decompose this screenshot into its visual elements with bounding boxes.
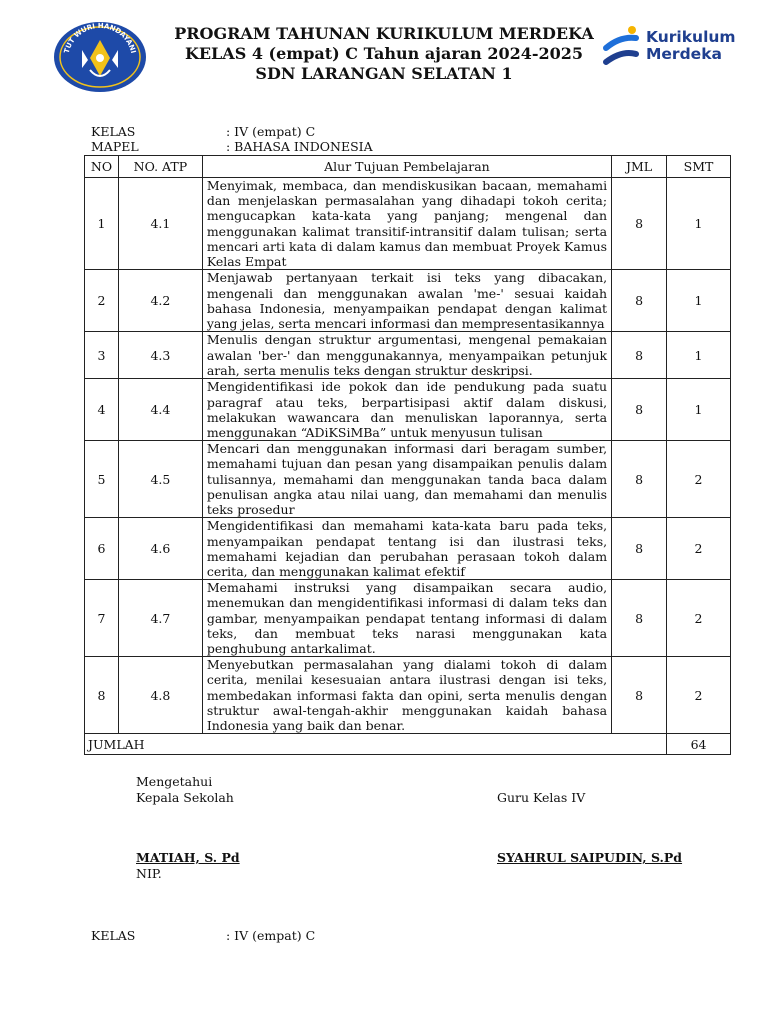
row-desc: Menjawab pertanyaan terkait isi teks yang dibacakan, mengenali dan menggunakan awalan 'me-' sesuai kaidah bahasa Indonesia, menyampaikan pendapat dengan kalimat yang jelas, serta mencari informasi dan mempresentasikannya	[202, 270, 611, 332]
row-smt: 1	[667, 270, 731, 332]
row-smt: 2	[667, 657, 731, 734]
table-row	[85, 178, 731, 270]
row-desc: Memahami instruksi yang disampaikan secara audio, menemukan dan mengidentifikasi informasi di dalam teks dan gambar, menyampaikan pendapat tentang informasi di dalam teks, dan membuat teks narasi menggunakan kata penghubung antarkalimat.	[202, 580, 611, 657]
header-no: NO	[85, 156, 119, 178]
row-atp: 4.3	[118, 332, 202, 379]
document-header	[0, 18, 768, 98]
row-atp: 4.1	[118, 178, 202, 270]
signature-guru-name-block	[497, 850, 682, 866]
row-smt: 2	[667, 441, 731, 518]
row-no: 2	[85, 270, 119, 332]
row-desc: Menyimak, membaca, dan mendiskusikan bacaan, memahami dan menjelaskan permasalahan yang dihadapi tokoh cerita; mengucapkan kata-kata yang panjang; mengenal dan menggunakan kalimat transitif-intransitif dalam tulisan; serta mencari arti kata di dalam kamus dan membuat Proyek Kamus Kelas Empat	[202, 178, 611, 270]
signature-kepala-block	[136, 774, 234, 806]
footer-kelas	[91, 928, 315, 943]
meta-kelas-label: KELAS	[91, 124, 136, 139]
kepala-sekolah-label: Kepala Sekolah	[136, 790, 234, 805]
table-row	[85, 441, 731, 518]
mengetahui-label: Mengetahui	[136, 774, 213, 789]
row-atp: 4.8	[118, 657, 202, 734]
row-smt: 1	[667, 178, 731, 270]
row-atp: 4.4	[118, 379, 202, 441]
brand-line-2: Merdeka	[646, 45, 722, 63]
guru-kelas-name: SYAHRUL SAIPUDIN, S.Pd	[497, 850, 683, 865]
header-no-atp: NO. ATP	[118, 156, 202, 178]
title-line-2: KELAS 4 (empat) C Tahun ajaran 2024-2025	[184, 44, 584, 63]
kurikulum-merdeka-wordmark	[646, 29, 736, 63]
row-no: 5	[85, 441, 119, 518]
brand-line-1: Kurikulum	[646, 28, 736, 46]
row-desc: Mengidentifikasi ide pokok dan ide pendukung pada suatu paragraf atau teks, berpartisipasi aktif dalam diskusi, melakukan wawancara dan menuliskan laporannya, serta menggunakan “ADiKSiMBa” untuk menyusun tulisan	[202, 379, 611, 441]
logo-left-text: TUT WURI HANDAYANI	[62, 21, 138, 55]
row-no: 7	[85, 580, 119, 657]
row-atp: 4.5	[118, 441, 202, 518]
signature-kepala-name-block	[136, 850, 240, 882]
header-jml: JML	[612, 156, 667, 178]
table-row	[85, 580, 731, 657]
row-smt: 2	[667, 580, 731, 657]
row-smt: 2	[667, 518, 731, 580]
atp-table	[84, 155, 731, 755]
row-no: 8	[85, 657, 119, 734]
meta-mapel-value: : BAHASA INDONESIA	[226, 139, 373, 154]
footer-kelas-label: KELAS	[91, 928, 136, 943]
row-no: 6	[85, 518, 119, 580]
row-atp: 4.6	[118, 518, 202, 580]
kurikulum-merdeka-logo	[602, 24, 752, 72]
row-jml: 8	[612, 580, 667, 657]
guru-kelas-label: Guru Kelas IV	[497, 790, 586, 805]
row-jml: 8	[612, 518, 667, 580]
document-title	[160, 24, 608, 84]
row-desc: Mencari dan menggunakan informasi dari beragam sumber, memahami tujuan dan pesan yang disampaikan penulis dalam tulisannya, memahami dan menggunakan tanda baca dalam penulisan angka atau nilai uang, dan memahami dan menulis teks prosedur	[202, 441, 611, 518]
row-jml: 8	[612, 441, 667, 518]
row-jml: 8	[612, 657, 667, 734]
tut-wuri-handayani-logo	[52, 20, 148, 94]
table-header-row	[85, 156, 731, 178]
total-value: 64	[667, 734, 731, 755]
row-desc: Menulis dengan struktur argumentasi, mengenal pemakaian awalan 'ber-' dan menggunakannya, menyampaikan petunjuk arah, serta menulis teks dengan struktur deskripsi.	[202, 332, 611, 379]
kepala-sekolah-name: MATIAH, S. Pd	[136, 850, 240, 865]
row-desc: Mengidentifikasi dan memahami kata-kata baru pada teks, menyampaikan pendapat tentang isi dan ilustrasi teks, memahami kejadian dan perubahan perasaan tokoh dalam cerita, dan menggunakan kalimat efektif	[202, 518, 611, 580]
meta-mapel	[91, 139, 373, 154]
row-no: 1	[85, 178, 119, 270]
row-jml: 8	[612, 332, 667, 379]
total-row	[85, 734, 731, 755]
row-smt: 1	[667, 332, 731, 379]
meta-kelas	[91, 124, 315, 139]
footer-kelas-value: : IV (empat) C	[226, 928, 316, 943]
title-line-1: PROGRAM TAHUNAN KURIKULUM MERDEKA	[174, 24, 594, 43]
table-row	[85, 518, 731, 580]
row-jml: 8	[612, 379, 667, 441]
row-no: 3	[85, 332, 119, 379]
title-line-3: SDN LARANGAN SELATAN 1	[255, 64, 513, 83]
row-atp: 4.7	[118, 580, 202, 657]
kepala-nip: NIP.	[136, 866, 162, 881]
row-atp: 4.2	[118, 270, 202, 332]
meta-kelas-value: : IV (empat) C	[226, 124, 316, 139]
row-jml: 8	[612, 270, 667, 332]
row-desc: Menyebutkan permasalahan yang dialami tokoh di dalam cerita, menilai kesesuaian antara ilustrasi dengan isi teks, membedakan informasi fakta dan opini, serta menulis dengan struktur awal-tengah-akhir menggunakan kaidah bahasa Indonesia yang baik dan benar.	[202, 657, 611, 734]
table-row	[85, 657, 731, 734]
meta-mapel-label: MAPEL	[91, 139, 139, 154]
table-row	[85, 332, 731, 379]
kurikulum-merdeka-mark-icon	[602, 24, 642, 72]
row-smt: 1	[667, 379, 731, 441]
table-row	[85, 379, 731, 441]
row-no: 4	[85, 379, 119, 441]
header-alur: Alur Tujuan Pembelajaran	[202, 156, 611, 178]
header-smt: SMT	[667, 156, 731, 178]
row-jml: 8	[612, 178, 667, 270]
table-row	[85, 270, 731, 332]
total-label: JUMLAH	[85, 734, 667, 755]
